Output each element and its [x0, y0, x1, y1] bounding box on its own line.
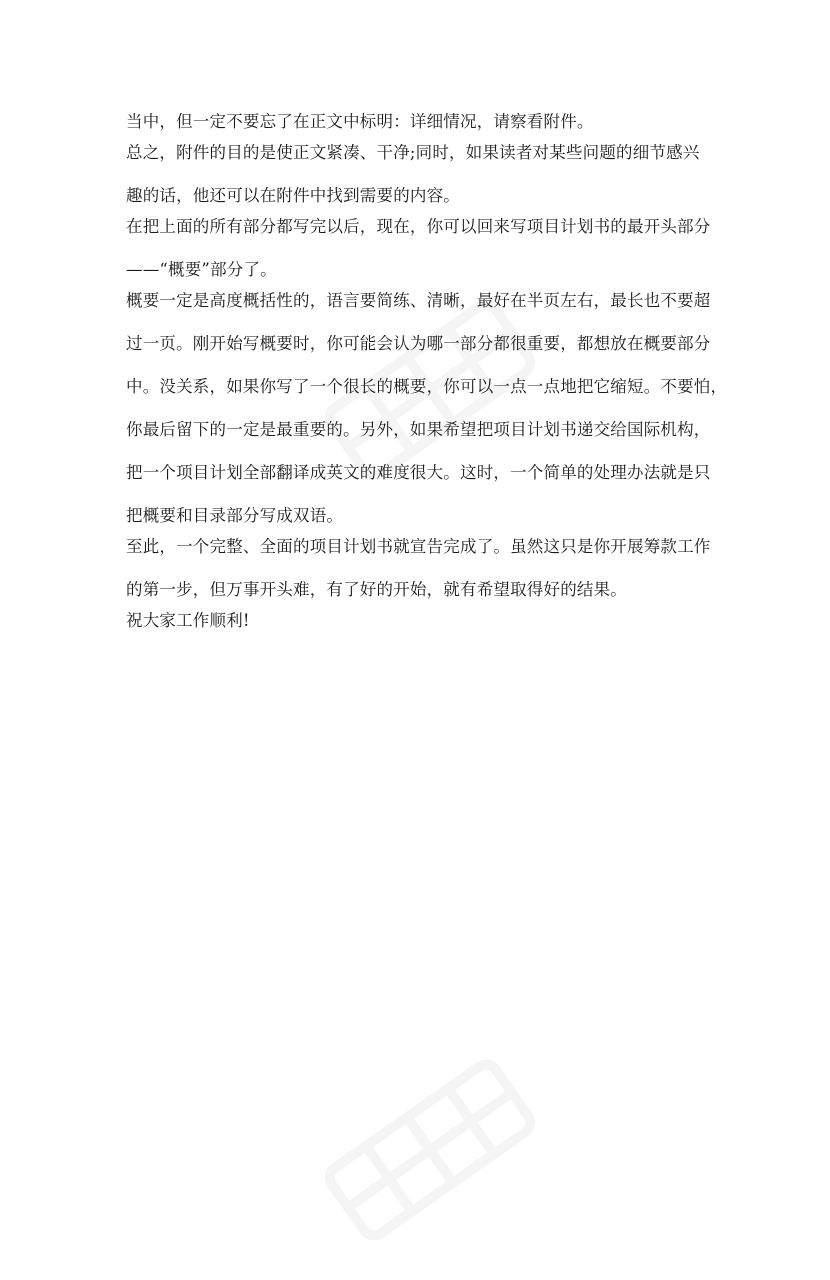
- text-line: 在把上面的所有部分都写完以后，现在，你可以回来写项目计划书的最开头部分: [126, 217, 711, 236]
- text-line: 你最后留下的一定是最重要的。另外，如果希望把项目计划书递交给国际机构，: [126, 420, 711, 439]
- paragraph-3: [126, 217, 714, 280]
- closing-line: 祝大家工作顺利!: [126, 611, 250, 630]
- paragraph-6: [126, 611, 714, 631]
- paragraph-4: [126, 291, 728, 526]
- text-line: 把一个项目计划全部翻译成英文的难度很大。这时，一个简单的处理办法就是只: [126, 463, 711, 482]
- text-line: 概要一定是高度概括性的，语言要简练、清晰，最好在半页左右，最长也不要超: [126, 291, 711, 310]
- text-line: 趣的话，他还可以在附件中找到需要的内容。: [126, 186, 460, 205]
- text-line: 的第一步，但万事开头难，有了好的开始，就有希望取得好的结果。: [126, 580, 627, 599]
- text-line: 把概要和目录部分写成双语。: [126, 506, 344, 525]
- text-line: 中。没关系，如果你写了一个很长的概要，你可以一点一点地把它缩短。不要怕，: [126, 377, 728, 396]
- document-body: [126, 112, 728, 631]
- text-line: 总之，附件的目的是使正文紧凑、干净;同时，如果读者对某些问题的细节感兴: [126, 143, 700, 162]
- text-line: ——“概要”部分了。: [126, 260, 277, 279]
- text-line: 至此，一个完整、全面的项目计划书就宣告完成了。虽然这只是你开展筹款工作: [126, 537, 711, 556]
- paragraph-1: [126, 112, 714, 132]
- paragraph-2: [126, 143, 714, 206]
- watermark-logo-icon: [300, 1020, 560, 1280]
- paragraph-5: [126, 537, 714, 600]
- text-line: 过一页。刚开始写概要时，你可能会认为哪一部分都很重要，都想放在概要部分: [126, 334, 711, 353]
- text-line: 当中，但一定不要忘了在正文中标明：详细情况，请察看附件。: [126, 112, 594, 131]
